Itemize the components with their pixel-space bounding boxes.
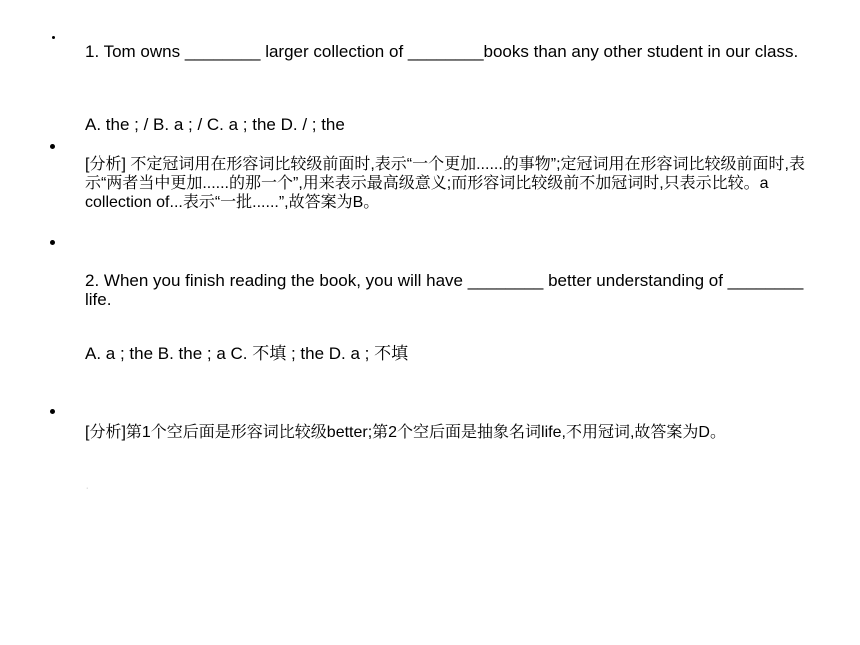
analysis-2: [分析]第1个空后面是形容词比较级better;第2个空后面是抽象名词life,不用冠词,故答案为D。 [85,424,726,441]
options-1: A. the ; / B. a ; / C. a ; the D. / ; the [85,115,345,134]
list-bullet [52,36,55,39]
footer-mark: · [86,485,89,492]
list-bullet [50,144,55,149]
list-bullet [50,240,55,245]
question-1: 1. Tom owns ________ larger collection of ________books than any other student in our class. [85,42,799,61]
analysis-1: [分析] 不定冠词用在形容词比较级前面时,表示“一个更加......的事物”;定冠词用在形容词比较级前面时,表示“两者当中更加......的那一个”,用来表示最高级意义;而形容词比较级前不加冠词时,只表示比较。a collection of...表示“一批......”,故答案为B。 [85,156,806,211]
options-2: A. a ; the B. the ; a C. 不填 ; the D. a ; 不填 [85,344,409,363]
list-bullet [50,409,55,414]
question-2: 2. When you finish reading the book, you will have ________ better understanding of ________ life. [85,271,804,309]
